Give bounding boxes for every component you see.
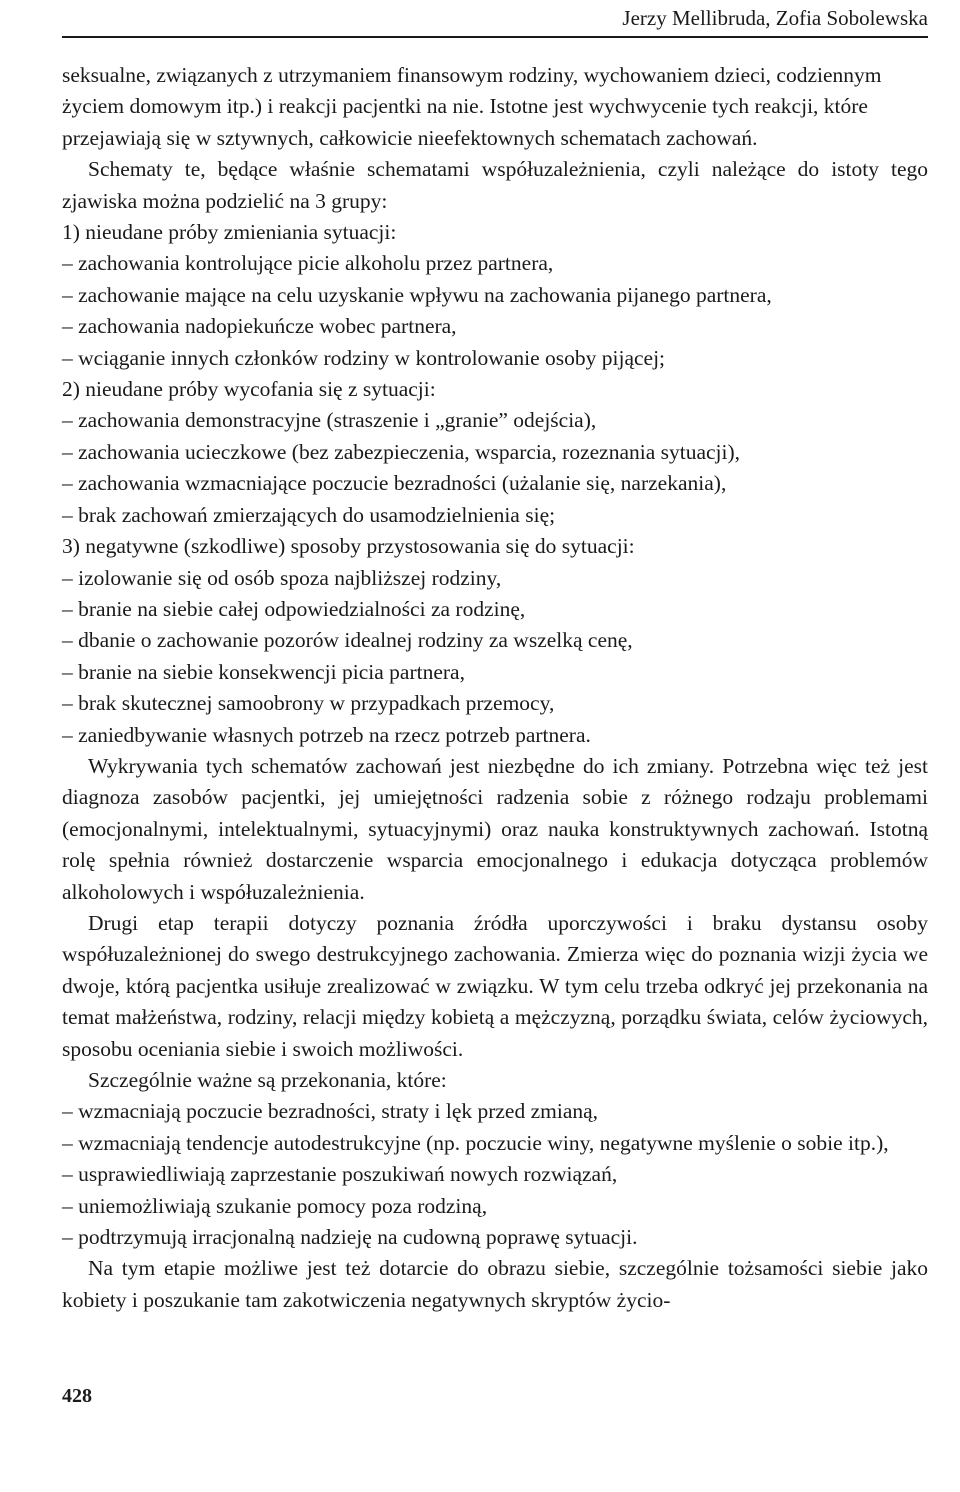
- list-item: – zachowania wzmacniające poczucie bezradności (użalanie się, narzekania),: [62, 471, 727, 496]
- list-item: – uniemożliwiają szukanie pomocy poza rodziną,: [62, 1193, 488, 1218]
- paragraph: Wykrywania tych schematów zachowań jest niezbędne do ich zmiany. Potrzebna więc też jest diagnoza zasobów pacjentki, jej umiejętności radzenia sobie z różnego rodzaju problemami (emocjonalnymi, intelektualnymi, sytuacyjnymi) oraz nauka konstruktywnych zachowań. Istotną rolę spełnia również dostarczenie wsparcia emocjonalnego i edukacja dotycząca problemów alkoholowych i współuzależnienia.: [62, 753, 928, 904]
- page-number: 428: [62, 1385, 92, 1407]
- header-authors: Jerzy Mellibruda, Zofia Sobolewska: [622, 6, 928, 30]
- list-item: – zachowania ucieczkowe (bez zabezpieczenia, wsparcia, rozeznania sytuacji),: [62, 439, 741, 464]
- paragraph: seksualne, związanych z utrzymaniem finansowym rodziny, wychowaniem dzieci, codziennym życiem domowym itp.) i reakcji pacjentki na nie. Istotne jest wychwycenie tych reakcji, które przejawiają się w sztywnych, całkowicie nieefektownych schematach zachowań.: [62, 63, 882, 150]
- list-item: – brak zachowań zmierzających do usamodzielnienia się;: [62, 502, 556, 527]
- list-heading: 2) nieudane próby wycofania się z sytuacji:: [62, 377, 436, 402]
- list-item: – podtrzymują irracjonalną nadzieję na cudowną poprawę sytuacji.: [62, 1225, 638, 1250]
- list-item: – usprawiedliwiają zaprzestanie poszukiwań nowych rozwiązań,: [62, 1162, 618, 1187]
- paragraph: Drugi etap terapii dotyczy poznania źródła uporczywości i braku dystansu osoby współuzależnionej do swego destrukcyjnego zachowania. Zmierza więc do poznania wizji życia we dwoje, którą pacjentka usiłuje zrealizować w związku. W tym celu trzeba odkryć jej przekonania na temat małżeństwa, rodziny, relacji między kobietą a mężczyzną, porządku świata, celów życiowych, sposobu oceniania siebie i swoich możliwości.: [62, 910, 928, 1061]
- list-item: – wzmacniają poczucie bezradności, straty i lęk przed zmianą,: [62, 1099, 599, 1124]
- list-item: – zachowania nadopiekuńcze wobec partnera,: [62, 314, 457, 339]
- list-item: – zachowania demonstracyjne (straszenie i „granie” odejścia),: [62, 408, 597, 433]
- running-header: [62, 4, 928, 38]
- list-heading: 1) nieudane próby zmieniania sytuacji:: [62, 220, 397, 245]
- list-item: – zachowanie mające na celu uzyskanie wpływu na zachowania pijanego partnera,: [62, 282, 772, 307]
- list-item: – zachowania kontrolujące picie alkoholu przez partnera,: [62, 251, 554, 276]
- paragraph: Szczególnie ważne są przekonania, które:: [88, 1068, 447, 1092]
- list-item: – wzmacniają tendencje autodestrukcyjne (np. poczucie winy, negatywne myślenie o sobie itp.),: [62, 1130, 889, 1155]
- list-item: – izolowanie się od osób spoza najbliższej rodziny,: [62, 565, 502, 590]
- list-item: – brak skutecznej samoobrony w przypadkach przemocy,: [62, 691, 555, 716]
- paragraph: Na tym etapie możliwe jest też dotarcie do obrazu siebie, szczególnie tożsamości siebie jako kobiety i poszukanie tam zakotwiczenia negatywnych skryptów życio-: [62, 1256, 928, 1312]
- body-text: [62, 60, 928, 1316]
- list-item: – wciąganie innych członków rodziny w kontrolowanie osoby pijącej;: [62, 345, 666, 370]
- list-heading: 3) negatywne (szkodliwe) sposoby przystosowania się do sytuacji:: [62, 534, 635, 559]
- list-item: – branie na siebie konsekwencji picia partnera,: [62, 659, 465, 684]
- list-item: – branie na siebie całej odpowiedzialności za rodzinę,: [62, 596, 526, 621]
- paragraph: Schematy te, będące właśnie schematami współuzależnienia, czyli należące do istoty tego zjawiska można podzielić na 3 grupy:: [62, 157, 928, 213]
- list-item: – dbanie o zachowanie pozorów idealnej rodziny za wszelką cenę,: [62, 628, 633, 653]
- list-item: – zaniedbywanie własnych potrzeb na rzecz potrzeb partnera.: [62, 722, 591, 747]
